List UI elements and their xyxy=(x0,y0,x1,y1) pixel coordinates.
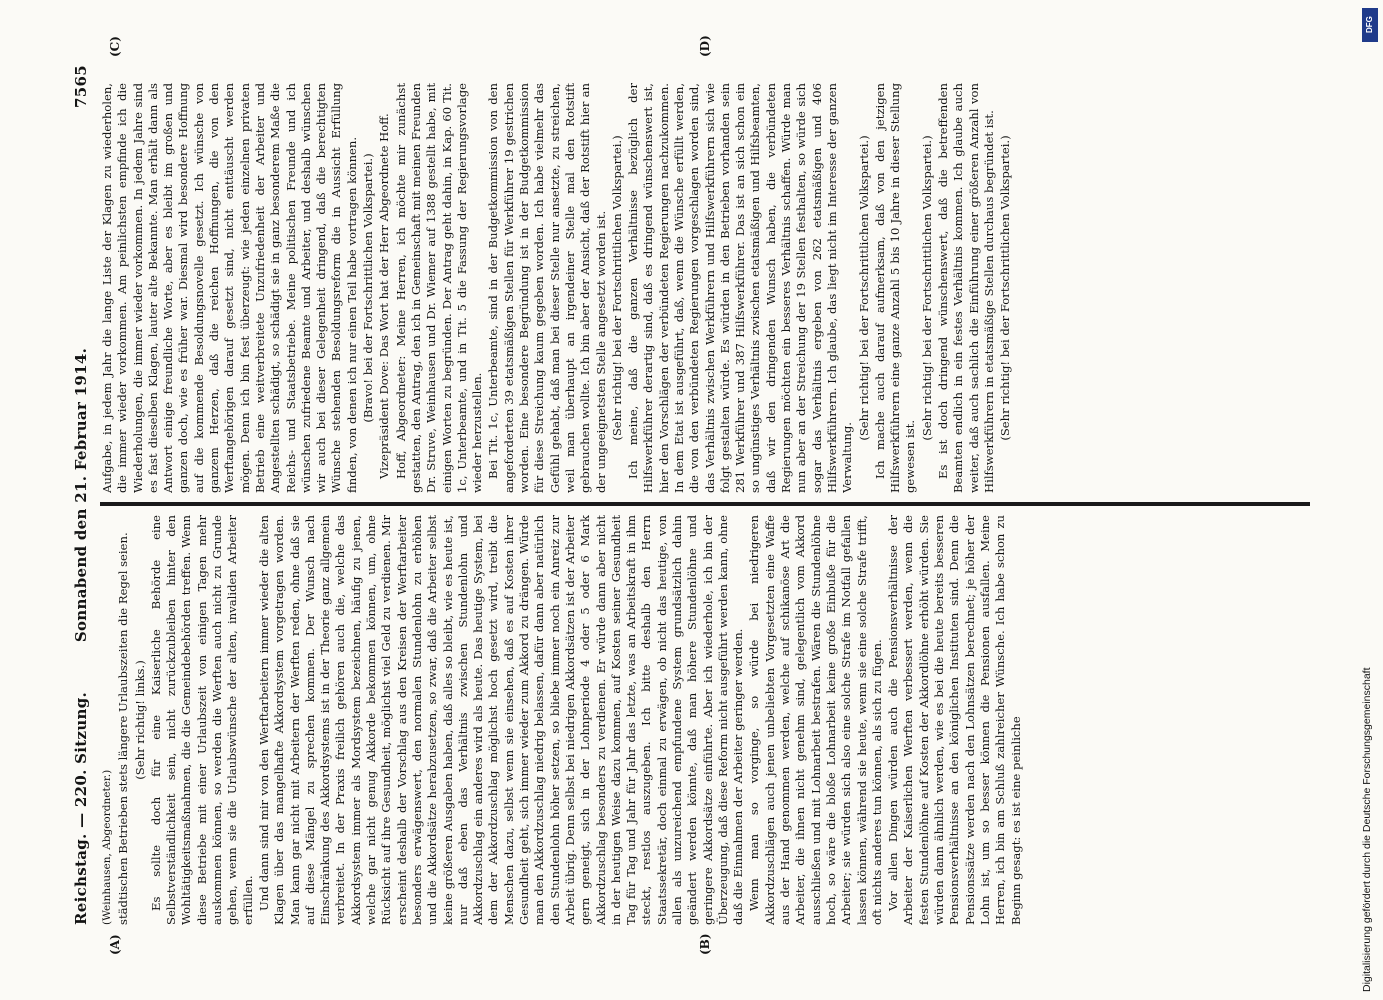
header-left: Reichstag. — 220. Sitzung. xyxy=(72,691,90,925)
column-divider xyxy=(100,502,1310,506)
right-text-column xyxy=(100,83,1310,493)
paragraph: Vizepräsident Dove: Das Wort hat der Herr Abgeordnete Hoff. xyxy=(377,113,392,479)
paragraph: (Sehr richtig! bei der Fortschrittlichen Volkspartei.) xyxy=(919,135,934,441)
paragraph: (Sehr richtig! links.) xyxy=(132,660,147,780)
paragraph: (Sehr richtig! bei der Fortschrittlichen Volkspartei.) xyxy=(998,135,1013,441)
running-header xyxy=(70,65,96,925)
rotated-page-content xyxy=(70,35,1310,955)
paragraph: (Weinhausen, Abgeordneter.) xyxy=(101,769,113,925)
paragraph: Es sollte doch für eine Kaiserliche Behörde eine Selbstverständlichkeit sein, nicht zurückzubleiben hinter den Wohltätigkeitsmaßnahmen, die die Gemeindebehörden treffen. Wenn diese Betriebe mit einer Urlaubszeit von einigen Tagen mehr auskommen können, so werden die Werften auch nicht zu Grunde gehen, wenn sie die Urlaubswünsche der alten, invaliden Arbeiter erfüllen. xyxy=(148,515,255,925)
paragraph: Es ist doch dringend wünschenswert, daß die betreffenden Beamten endlich in ein festes Verhältnis kommen. Ich glaube auch weiter, daß auch sachlich die Einführung einer größeren Anzahl von Hilfswerkführern in etatsmäßige Stellen durchaus begründet ist. xyxy=(936,83,996,493)
margin-marker-a: (A) xyxy=(108,934,122,955)
paragraph: Bei Tit. 1c, Unterbeamte, sind in der Budgetkommission von den angeforderten 39 etatsmäßigen Stellen für Werkführer 19 gestrichen worden. Eine besondere Begründung ist in der Budgetkommission für diese Streichung kaum gegeben worden. Ich habe vielmehr das Gefühl gehabt, daß man bei dieser Stelle nur ansetzte, zu streichen, weil man überhaupt an irgendeiner Stelle mal den Rotstift gebrauchen wollte. Ich bin aber der Ansicht, daß der Rotstift hier an der ungeeignetsten Stelle angesetzt worden ist. xyxy=(486,83,608,493)
paragraph: Hoff, Abgeordneter: Meine Herren, ich möchte mir zunächst gestatten, den Antrag, den ich in Gemeinschaft mit meinen Freunden Dr. Struve, Weinhausen und Dr. Wiemer auf 1388 gestellt habe, mit einigen Worten zu begründen. Der Antrag geht dahin, in Kap. 60 Tit. 1c, Unterbeamte, und in Tit. 5 die Fassung der Regierungsvorlage wieder herzustellen. xyxy=(393,83,485,493)
margin-marker-c: (C) xyxy=(108,36,122,57)
paragraph: (Bravo! bei der Fortschrittlichen Volkspartei.) xyxy=(361,153,376,423)
left-text-column xyxy=(100,515,1310,925)
page-number: 7565 xyxy=(72,65,90,108)
paragraph: Vor allen Dingen würden auch die Pensionsverhältnisse der Arbeiter der Kaiserlichen Werften verbessert werden, wenn die festen Stundenlöhne auf Kosten der Akkordlöhne erhöht würden. Sie würden dann ähnlich werden, wie es bei die heute bereits besseren Pensionsverhältnisse an den königlichen Instituten sind. Denn die Pensionssätze werden nach den Lohnsätzen berechnet; je höher der Lohn ist, um so besser können die Pensionen ausfallen. Meine Herren, ich bin am Schluß zahlreicher Wünsche. Ich habe schon zu Beginn gesagt: es ist eine peinliche xyxy=(886,515,1023,925)
dfg-logo: DFG xyxy=(1362,8,1378,42)
paragraph: städtischen Betrieben stets längere Urlaubszeiten die Regel seien. xyxy=(116,532,131,925)
margin-marker-d: (D) xyxy=(698,35,712,57)
header-date: Sonnabend den 21. Februar 1914. xyxy=(72,347,90,643)
paragraph: (Sehr richtig! bei der Fortschrittlichen Volkspartei.) xyxy=(856,135,871,441)
paragraph: Aufgabe, in jedem Jahr die lange Liste der Klagen zu wiederholen, die immer wieder vorkommen. Am peinlichsten empfinde ich die Wiederholungen, die immer wieder vorkommen. In jedem Jahre sind es fast dieselben Klagen, lauter alte Bekannte. Man erhält dann als Antwort einige freundliche Worte, aber es bleibt im großen und ganzen doch, wie es früher war. Diesmal wird besondere Hoffnung auf die kommende Besoldungsnovelle gesetzt. Ich wünsche von ganzem Herzen, daß die reichen Hoffnungen, die von den Werftangehörigen darauf gesetzt sind, nicht enttäuscht werden mögen. Denn ich bin fest überzeugt: wie jeden einzelnen privaten Betrieb eine weitverbreitete Unzufriedenheit der Arbeiter und Angestellten schädigt, so schädigt sie in ganz besonderem Maße die Reichs- und Staatsbetriebe. Meine politischen Freunde und ich wünschen zufriedene Beamte und Arbeiter, und deshalb wünschen wir auch bei dieser Gelegenheit dringend, daß die berechtigten Wünsche stehenden Besoldungsreform die in Aussicht Erfüllung finden, von denen ich nur einen Teil habe vortragen können. xyxy=(100,83,359,493)
margin-marker-b: (B) xyxy=(698,933,712,955)
funding-note-strip xyxy=(1361,8,1377,992)
paragraph: Ich meine, daß die ganzen Verhältnisse bezüglich der Hilfswerkführer derartig sind, daß es dringend wünschenswert ist, hier den Vorschlägen der verbündeten Regierungen nachzukommen. In dem Etat ist ausgeführt, daß, wenn die Wünsche erfüllt werden, die von den verbündeten Regierungen vorgeschlagen worden sind, das Verhältnis zwischen Werkführern und Hilfswerkführern sich wie folgt gestalten würde. Es würden in den Betrieben vorhanden sein 281 Werkführer und 387 Hilfswerkführer. Das ist an sich schon ein so ungünstiges Verhältnis zwischen etatsmäßigen und Hilfsbeamten, daß wir den dringenden Wunsch haben, die verbündeten Regierungen möchten ein besseres Verhältnis schaffen. Würde man nun aber an der Streichung der 19 Stellen festhalten, so würde sich sogar das Verhältnis ergeben von 262 etatsmäßigen und 406 Hilfswerkführern. Ich glaube, das liegt nicht im Interesse der ganzen Verwaltung. xyxy=(626,83,855,493)
paragraph: Ich mache auch darauf aufmerksam, daß von den jetzigen Hilfswerkführern eine ganze Anzahl 5 bis 10 Jahre in dieser Stellung gewesen ist. xyxy=(872,83,918,493)
paragraph: Wenn man so vorginge, so würde bei niedrigeren Akkordzuschlägen auch jenen unbeliebten Vorgesetzten eine Waffe aus der Hand genommen werden, welche auf schikanöse Art die Arbeiter, die ihnen nicht genehm sind, gelegentlich vom Akkord ausschließen und mit Lohnarbeit bestrafen. Wären die Stundenlöhne hoch, so wäre die bloße Lohnarbeit keine große Einbuße für die Arbeiter; sie würden sich also eine solche Strafe im Notfall gefallen lassen können, während sie heute, wenn sie eine solche Strafe trifft, oft nichts anderes tun können, als sich zu fügen. xyxy=(747,515,884,925)
paragraph: Und dann sind mir von den Werftarbeitern immer wieder die alten Klagen über das mangelhafte Akkordsystem vorgetragen worden. Man kann gar nicht mit Arbeitern der Werften reden, ohne daß sie auf diese Mängel zu sprechen kommen. Der Wunsch nach Einschränkung des Akkordsystems ist in der Theorie ganz allgemein verbreitet. In der Praxis freilich gehören auch die, welche das Akkordsystem immer als Mordsystem bezeichnen, häufig zu jenen, welche gar nicht genug Akkorde bekommen können, um, ohne Rücksicht auf ihre Gesundheit, möglichst viel Geld zu verdienen. Mir erscheint deshalb der Vorschlag aus den Kreisen der Werftarbeiter besonders erwägenswert, den normalen Stundenlohn zu erhöhen und die Akkordsätze herabzusetzen, so zwar, daß die Arbeiter selbst keine größeren Ausgaben haben, daß alles so bleibt, wie es heute ist, nur daß eben das Verhältnis zwischen Stundenlohn und Akkordzuschlag ein anderes wird als heute. Das heutige System, bei dem der Akkordzuschlag möglichst hoch gesetzt wird, treibt die Menschen dazu, selbst wenn sie einsehen, daß es auf Kosten ihrer Gesundheit geht, sich immer wieder zum Akkord zu drängen. Würde man den Akkordzuschlag niedrig belassen, dafür dann aber natürlich den Stundenlohn höher setzen, so bliebe immer noch ein Anreiz zur Arbeit übrig. Denn selbst bei niedrigen Akkordsätzen ist der Arbeiter gern geneigt, sich in der Lohnperiode 4 oder 5 oder 6 Mark Akkordzuschlag besonders zu verdienen. Er würde dann aber nicht in der heutigen Weise dazu kommen, auf Kosten seiner Gesundheit Tag für Tag und Jahr für Jahr das letzte, was an Arbeitskraft in ihm steckt, restlos auszugeben. Ich bitte deshalb den Herrn Staatssekretär, doch einmal zu erwägen, ob nicht das heutige, von allen als unzureichend empfundene System grundsätzlich dahin geändert werden könnte, daß man höhere Stundenlöhne und geringere Akkordsätze einführte. Aber ich wiederhole, ich bin der Überzeugung, daß diese Reform nicht ausgeführt werden kann, ohne daß die Einnahmen der Arbeiter geringer werden. xyxy=(256,515,746,925)
paragraph: (Sehr richtig! bei der Fortschrittlichen Volkspartei.) xyxy=(609,135,624,441)
funding-note: Digitalisierung gefördert durch die Deutsche Forschungsgemeinschaft xyxy=(1361,667,1373,992)
